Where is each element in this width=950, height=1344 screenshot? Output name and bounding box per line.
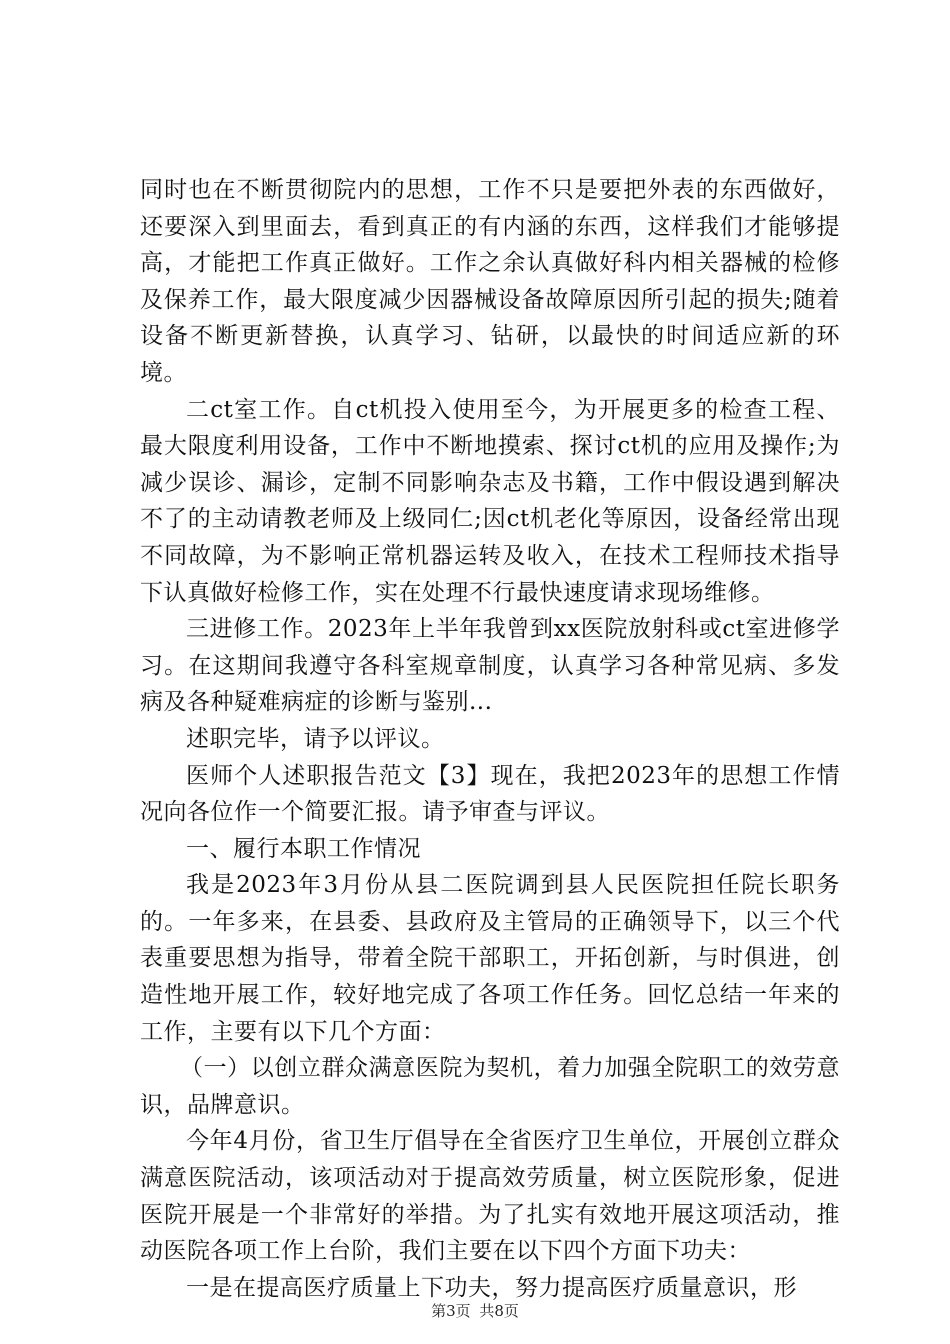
paragraph: 我是2023年3月份从县二医院调到县人民医院担任院长职务的。一年多来，在县委、县政府及主管局的正确领导下，以三个代表重要思想为指导，带着全院干部职工，开拓创新，与时俱进，创造性地开展工作，较好地完成了各项工作任务。回忆总结一年来的工作，主要有以下几个方面： bbox=[140, 872, 840, 1045]
paragraph: 述职完毕，请予以评议。 bbox=[186, 725, 445, 752]
paragraph: 三进修工作。2023年上半年我曾到xx医院放射科或ct室进修学习。在这期间我遵守各科室规章制度，认真学习各种常见病、多发病及各种疑难病症的诊断与鉴别... bbox=[140, 616, 840, 716]
paragraph: 今年4月份，省卫生厅倡导在全省医疗卫生单位，开展创立群众满意医院活动，该项活动对于提高效劳质量，树立医院形象，促进医院开展是一个非常好的举措。为了扎实有效地开展这项活动，推动医院各项工作上台阶，我们主要在以下四个方面下功夫： bbox=[140, 1128, 840, 1265]
paragraph: 一、履行本职工作情况 bbox=[186, 835, 421, 862]
paragraph: 一是在提高医疗质量上下功夫，努力提高医疗质量意识，形 bbox=[186, 1274, 797, 1301]
paragraph: 二ct室工作。自ct机投入使用至今，为开展更多的检查工程、最大限度利用设备，工作中不断地摸索、探讨ct机的应用及操作;为减少误诊、漏诊，定制不同影响杂志及书籍，工作中假设遇到解决不了的主动请教老师及上级同仁;因ct机老化等原因，设备经常出现不同故障，为不影响正常机器运转及收入，在技术工程师技术指导下认真做好检修工作，实在处理不行最快速度请求现场维修。 bbox=[140, 396, 840, 606]
document-body bbox=[140, 172, 840, 1306]
page-number: 第3页 bbox=[431, 1302, 471, 1320]
paragraph: 医师个人述职报告范文【3】现在，我把2023年的思想工作情况向各位作一个简要汇报。请予审查与评议。 bbox=[140, 762, 840, 826]
paragraph: （一）以创立群众满意医院为契机，着力加强全院职工的效劳意识，品牌意识。 bbox=[140, 1055, 840, 1118]
page-footer bbox=[0, 1300, 950, 1321]
paragraph: 同时也在不断贯彻院内的思想，工作不只是要把外表的东西做好，还要深入到里面去，看到真正的有内涵的东西，这样我们才能够提高，才能把工作真正做好。工作之余认真做好科内相关器械的检修及保养工作，最大限度减少因器械设备故障原因所引起的损失;随着设备不断更新替换，认真学习、钻研，以最快的时间适应新的环境。 bbox=[140, 177, 840, 386]
page-total: 共8页 bbox=[479, 1302, 519, 1320]
